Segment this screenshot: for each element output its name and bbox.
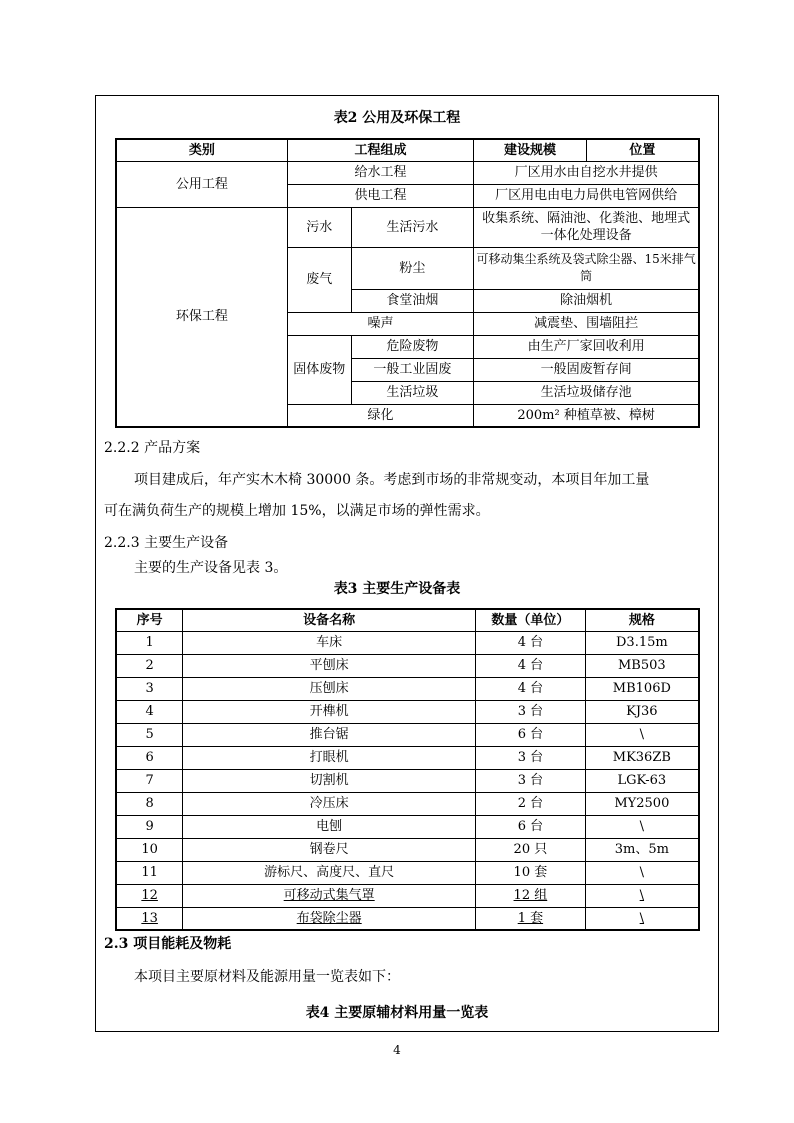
table3-row — [116, 815, 699, 838]
table2-header-scale: 建设规模 — [474, 139, 587, 161]
table3-row — [116, 723, 699, 746]
table2-env-label: 环保工程 — [116, 207, 287, 427]
table3-cell-spec: MB106D — [585, 677, 699, 700]
table3-row — [116, 654, 699, 677]
table3 — [115, 608, 700, 931]
table3-cell-name: 推台锯 — [183, 723, 476, 746]
table3-body — [116, 631, 699, 930]
section-23-heading: 2.3 项目能耗及物耗 — [104, 936, 232, 952]
table3-header-no: 序号 — [116, 609, 183, 631]
table2-cell: 绿化 — [287, 404, 473, 427]
table3-cell-qty: 3 台 — [476, 769, 586, 792]
table3-row — [116, 838, 699, 861]
table4-caption: 表4 主要原辅材料用量一览表 — [305, 1005, 489, 1021]
table3-cell-no: 1 — [116, 631, 183, 654]
table2-cell: 粉尘 — [351, 247, 474, 289]
table3-caption: 表3 主要生产设备表 — [333, 581, 461, 597]
table3-cell-spec: \ — [585, 861, 699, 884]
table2-cell: 供电工程 — [287, 184, 473, 207]
table3-cell-no: 6 — [116, 746, 183, 769]
table2-cell: 一般工业固废 — [351, 358, 474, 381]
table3-cell-qty: 20 只 — [476, 838, 586, 861]
table2-caption: 表2 公用及环保工程 — [333, 110, 461, 126]
table3-cell-no: 9 — [116, 815, 183, 838]
table3-cell-qty: 4 台 — [476, 631, 586, 654]
table2-cell: 生活垃圾储存池 — [474, 381, 699, 404]
table3-cell-qty: 10 套 — [476, 861, 586, 884]
table2-header-category: 类别 — [116, 139, 287, 161]
table2-header-location: 位置 — [586, 139, 699, 161]
table2-cell: 污水 — [287, 207, 351, 247]
section-223-para: 主要的生产设备见表 3。 — [134, 560, 288, 576]
table2-cell: 200m² 种植草被、樟树 — [474, 404, 699, 427]
table2-cell: 废气 — [287, 247, 351, 312]
table2-cell: 除油烟机 — [474, 289, 699, 312]
table3-cell-no: 3 — [116, 677, 183, 700]
table2-cell: 收集系统、隔油池、化粪池、地埋式一体化处理设备 — [474, 207, 699, 247]
table3-cell-no: 10 — [116, 838, 183, 861]
table3-cell-no: 7 — [116, 769, 183, 792]
table3-cell-name: 切割机 — [183, 769, 476, 792]
table3-cell-spec: KJ36 — [585, 700, 699, 723]
table3-cell-name: 压刨床 — [183, 677, 476, 700]
table3-row — [116, 631, 699, 654]
section-223-heading: 2.2.3 主要生产设备 — [104, 535, 229, 551]
table3-cell-no: 12 — [116, 884, 183, 907]
table3-cell-spec: \ — [585, 723, 699, 746]
table3-cell-qty: 6 台 — [476, 815, 586, 838]
table2-cell: 生活垃圾 — [351, 381, 474, 404]
table3-cell-spec: \ — [585, 884, 699, 907]
table3-cell-name: 布袋除尘器 — [183, 907, 476, 930]
table3-cell-name: 可移动式集气罩 — [183, 884, 476, 907]
table2-cell: 可移动集尘系统及袋式除尘器、15米排气筒 — [474, 247, 699, 289]
table3-header-name: 设备名称 — [183, 609, 476, 631]
table2 — [115, 138, 700, 428]
table3-cell-spec: D3.15m — [585, 631, 699, 654]
table3-cell-qty: 2 台 — [476, 792, 586, 815]
table3-cell-name: 开榫机 — [183, 700, 476, 723]
table3-row — [116, 792, 699, 815]
table2-cell: 给水工程 — [287, 161, 473, 184]
table3-cell-spec: \ — [585, 815, 699, 838]
table3-cell-no: 5 — [116, 723, 183, 746]
table3-cell-qty: 1 套 — [476, 907, 586, 930]
table3-cell-no: 8 — [116, 792, 183, 815]
table3-cell-name: 游标尺、高度尺、直尺 — [183, 861, 476, 884]
table3-cell-spec: MY2500 — [585, 792, 699, 815]
table3-cell-no: 13 — [116, 907, 183, 930]
table2-cell: 固体废物 — [287, 335, 351, 404]
table2-cell: 食堂油烟 — [351, 289, 474, 312]
table3-cell-spec: MK36ZB — [585, 746, 699, 769]
table3-cell-spec: 3m、5m — [585, 838, 699, 861]
table3-cell-name: 冷压床 — [183, 792, 476, 815]
table2-public-label: 公用工程 — [116, 161, 287, 207]
table3-header-spec: 规格 — [585, 609, 699, 631]
table2-cell: 由生产厂家回收利用 — [474, 335, 699, 358]
page-number: 4 — [393, 1043, 401, 1057]
table3-cell-no: 4 — [116, 700, 183, 723]
table2-cell: 危险废物 — [351, 335, 474, 358]
table2-cell: 减震垫、围墙阻拦 — [474, 312, 699, 335]
section-23-para: 本项目主要原材料及能源用量一览表如下： — [134, 969, 400, 985]
table3-row — [116, 884, 699, 907]
table3-cell-no: 11 — [116, 861, 183, 884]
table3-row — [116, 700, 699, 723]
table3-cell-name: 电刨 — [183, 815, 476, 838]
table3-row — [116, 769, 699, 792]
table3-row — [116, 907, 699, 930]
table3-cell-name: 打眼机 — [183, 746, 476, 769]
table3-cell-spec: \ — [585, 907, 699, 930]
table3-cell-no: 2 — [116, 654, 183, 677]
table2-cell: 厂区用电由电力局供电管网供给 — [474, 184, 699, 207]
table3-cell-name: 车床 — [183, 631, 476, 654]
table3-header-qty: 数量（单位） — [476, 609, 586, 631]
table2-cell: 噪声 — [287, 312, 473, 335]
table3-cell-name: 平刨床 — [183, 654, 476, 677]
table3-row — [116, 861, 699, 884]
table2-cell: 生活污水 — [351, 207, 474, 247]
table2-header-composition: 工程组成 — [287, 139, 473, 161]
table3-cell-qty: 4 台 — [476, 677, 586, 700]
section-222-heading: 2.2.2 产品方案 — [104, 440, 201, 456]
table3-cell-qty: 3 台 — [476, 700, 586, 723]
table3-cell-qty: 4 台 — [476, 654, 586, 677]
table2-cell: 厂区用水由自挖水井提供 — [474, 161, 699, 184]
table2-cell: 一般固废暂存间 — [474, 358, 699, 381]
table3-cell-spec: MB503 — [585, 654, 699, 677]
table3-cell-qty: 12 组 — [476, 884, 586, 907]
table3-cell-qty: 6 台 — [476, 723, 586, 746]
table3-row — [116, 746, 699, 769]
table3-cell-name: 钢卷尺 — [183, 838, 476, 861]
section-222-para-line1: 项目建成后，年产实木木椅 30000 条。考虑到市场的非常规变动，本项目年加工量 — [134, 472, 650, 488]
table3-row — [116, 677, 699, 700]
table3-cell-spec: LGK-63 — [585, 769, 699, 792]
table3-cell-qty: 3 台 — [476, 746, 586, 769]
section-222-para-line2: 可在满负荷生产的规模上增加 15%，以满足市场的弹性需求。 — [104, 503, 490, 519]
